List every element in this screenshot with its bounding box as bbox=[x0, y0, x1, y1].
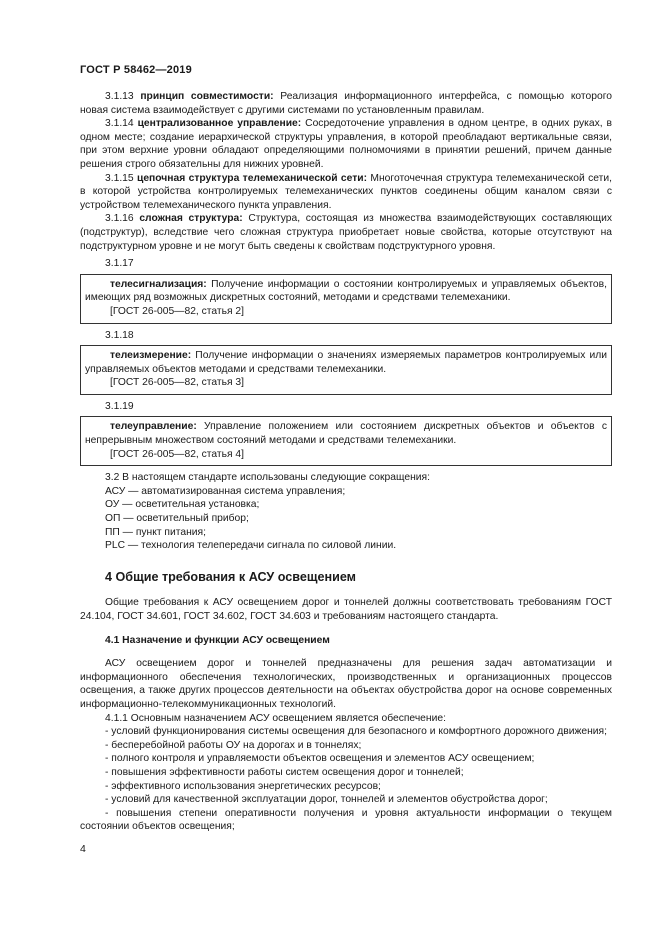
term-text: Многоточечная структура телемеханической сети, в которой устройства контролируемых телемеханических пунктов соединены общим каналом связи с устройством телемеханического пункта управления. bbox=[80, 172, 612, 211]
list-item: - условий функционирования системы освещения для безопасного и комфортного дорожного движения; bbox=[105, 726, 607, 738]
term-definition bbox=[85, 420, 607, 447]
boxed-term-number: 3.1.19 bbox=[105, 400, 134, 412]
document-body bbox=[80, 90, 612, 834]
list-item: - бесперебойной работы ОУ на дорогах и в тоннелях; bbox=[105, 739, 362, 751]
term-reference: [ГОСТ 26-005—82, статья 2] bbox=[110, 305, 244, 317]
term-text: Получение информации о значениях измеряемых параметров контролируемых или управляемых объектов методами и средствами телемеханики. bbox=[85, 350, 607, 375]
term-definition bbox=[80, 172, 612, 213]
term-reference: [ГОСТ 26-005—82, статья 4] bbox=[110, 448, 244, 460]
subsection-paragraph: АСУ освещением дорог и тоннелей предназначены для решения задач автоматизации и информационного обеспечения технологических, производственных и организационных процессов освещения, а также других процессов деятельности на объектах обустройства дорог на основе современных информационно-телекоммуникационных технологий. bbox=[80, 658, 612, 710]
item-intro: 4.1.1 Основным назначением АСУ освещением является обеспечение: bbox=[105, 712, 446, 724]
abbreviation-item: АСУ — автоматизированная система управления; bbox=[105, 485, 346, 497]
section-heading: 4 Общие требования к АСУ освещением bbox=[105, 569, 356, 584]
term-name: цепочная структура телемеханической сети: bbox=[137, 172, 368, 184]
term-reference: [ГОСТ 26-005—82, статья 3] bbox=[110, 377, 244, 389]
term-text: Сосредоточение управления в одном центре, в одних руках, в одном месте; создание иерархической структуры управления, в которой преобладают вертикальные связи, при этом верхние уровни обладают определяющими полномочиями в принятии решений, причем данные решения строго обязательны для нижних уровней. bbox=[80, 118, 612, 170]
term-definition bbox=[80, 90, 612, 117]
term-text: Получение информации о состоянии контролируемых и управляемых объектов, имеющих ряд возможных дискретных состояний, методами и средствами телемеханики. bbox=[85, 278, 607, 304]
term-text: Структура, состоящая из множества взаимодействующих составляющих (подструктур), вследствие чего сложная структура приобретает новые свойства, которые отсутствуют на подструктурном уровне и не могут быть сведены к свойствам подструктурного уровня. bbox=[80, 213, 612, 252]
subsection-heading: 4.1 Назначение и функции АСУ освещением bbox=[105, 634, 330, 646]
term-definition bbox=[80, 117, 612, 171]
term-name: принцип совместимости: bbox=[140, 91, 274, 102]
section-paragraph: Общие требования к АСУ освещением дорог и тоннелей должны соответствовать требованиям ГОСТ 24.104, ГОСТ 34.601, ГОСТ 34.602, ГОСТ 34.603 и требованиям настоящего стандарта. bbox=[80, 597, 612, 622]
term-text: Реализация информационного интерфейса, с помощью которого новая система взаимодействует с другими системами по установленным правилам. bbox=[80, 91, 612, 116]
term-definition bbox=[85, 278, 607, 305]
boxed-term bbox=[80, 416, 612, 466]
boxed-term-number: 3.1.18 bbox=[105, 329, 134, 341]
term-number: 3.1.13 bbox=[105, 91, 134, 102]
term-text: Управление положением или состоянием дискретных объектов и объектов с непрерывным множеством состояний методами и средствами телемеханики. bbox=[85, 421, 607, 447]
list-item: - эффективного использования энергетических ресурсов; bbox=[105, 780, 381, 792]
document-header: ГОСТ Р 58462—2019 bbox=[80, 64, 192, 76]
term-name: телеуправление: bbox=[110, 421, 197, 433]
term-name: телесигнализация: bbox=[110, 278, 207, 290]
page-number: 4 bbox=[80, 843, 86, 855]
abbreviations-intro: 3.2 В настоящем стандарте использованы следующие сокращения: bbox=[105, 472, 430, 484]
abbreviation-item: ПП — пункт питания; bbox=[105, 526, 206, 538]
boxed-term bbox=[80, 274, 612, 324]
term-name: централизованное управление: bbox=[137, 118, 302, 130]
term-name: сложная структура: bbox=[139, 213, 243, 225]
list-item: - повышения эффективности работы систем освещения дорог и тоннелей; bbox=[105, 766, 464, 778]
list-item: - условий для качественной эксплуатации дорог, тоннелей и элементов обустройства дорог; bbox=[105, 794, 548, 806]
abbreviation-item: ОП — осветительный прибор; bbox=[105, 513, 249, 525]
term-number: 3.1.14 bbox=[105, 118, 134, 130]
term-definition bbox=[85, 349, 607, 376]
boxed-term bbox=[80, 345, 612, 395]
term-number: 3.1.15 bbox=[105, 172, 134, 184]
term-name: телеизмерение: bbox=[110, 350, 192, 362]
boxed-term-number: 3.1.17 bbox=[105, 258, 134, 270]
list-item: - полного контроля и управляемости объектов освещения и элементов АСУ освещением; bbox=[105, 753, 535, 765]
term-number: 3.1.16 bbox=[105, 213, 134, 225]
abbreviation-item: ОУ — осветительная установка; bbox=[105, 499, 260, 511]
abbreviation-item: PLC — технология телепередачи сигнала по силовой линии. bbox=[105, 540, 397, 552]
list-item: - повышения степени оперативности получения и уровня актуальности информации о текущем состоянии объектов освещения; bbox=[80, 807, 612, 833]
term-definition bbox=[80, 212, 612, 253]
